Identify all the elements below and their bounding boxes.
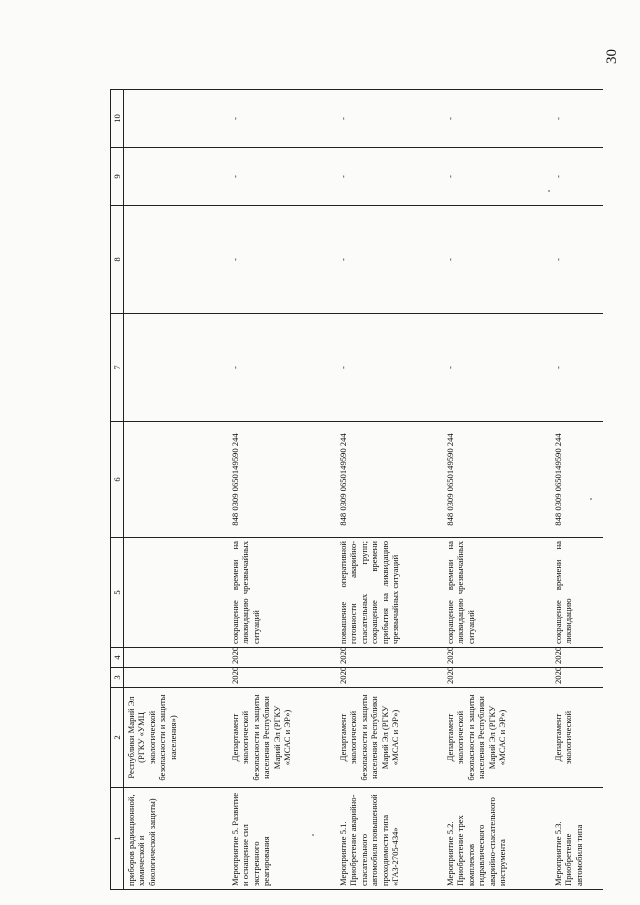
end-year-cell: [124, 648, 229, 668]
end-year-cell: 2020: [551, 648, 603, 668]
executor-cell: Департамент экологической безопасности и защиты населения Республики Марий Эл (РГКУ «МСАС и ЭР»): [443, 688, 551, 788]
result-cell: повышение оперативной готовности аварийно-спасательных групп; сокращение времени прибытия на ликвидацию чрезвычайных ситуаций: [336, 538, 443, 648]
activity-name-cell: Мероприятие 5.1. Приобретение аварийно-спасательного автомобиля повышенной проходимости типа «ГАЗ-2705-434»: [336, 788, 443, 890]
activity-name-cell: Мероприятие 5. Развитие и оснащение сил экстренного реагирования: [228, 788, 336, 890]
value-cell-8: [124, 206, 229, 314]
page-number: 30: [604, 49, 620, 64]
col-header-6: 6: [111, 422, 124, 538]
value-cell-10: [124, 90, 229, 148]
budget-code-cell: [124, 422, 229, 538]
result-cell: [124, 538, 229, 648]
end-year-cell: 2020: [228, 648, 336, 668]
table-row: [336, 90, 443, 890]
value-cell-7: [124, 314, 229, 422]
activity-name-cell: приборов радиационной, химической и биологической защиты): [124, 788, 229, 890]
value-cell-9: -: [551, 148, 603, 206]
value-cell-8: -: [336, 206, 443, 314]
result-cell: сокращение времени на ликвидацию чрезвычайных ситуаций: [443, 538, 551, 648]
start-year-cell: 2020: [551, 668, 603, 688]
executor-cell: Республики Марий Эл (РГКУ «УМЦ экологической безопасности и защиты населения»): [124, 688, 229, 788]
activity-name-cell: Мероприятие 5.2. Приобретение трех комплектов гидравлического аварийно-спасательного инструмента: [443, 788, 551, 890]
col-header-3: 3: [111, 668, 124, 688]
start-year-cell: 2020: [443, 668, 551, 688]
start-year-cell: [124, 668, 229, 688]
start-year-cell: 2020: [228, 668, 336, 688]
value-cell-8: -: [551, 206, 603, 314]
value-cell-7: -: [443, 314, 551, 422]
end-year-cell: 2020: [443, 648, 551, 668]
scan-speck: [312, 834, 314, 836]
budget-code-cell: 848 0309 0650149590 244: [551, 422, 603, 538]
executor-cell: Департамент экологической безопасности и защиты населения Республики Марий Эл (РГКУ «МСАС и ЭР»): [336, 688, 443, 788]
value-cell-9: -: [336, 148, 443, 206]
col-header-8: 8: [111, 206, 124, 314]
col-header-7: 7: [111, 314, 124, 422]
header-row: [111, 90, 124, 890]
scan-speck: [548, 190, 550, 192]
col-header-9: 9: [111, 148, 124, 206]
budget-code-cell: 848 0309 0650149590 244: [443, 422, 551, 538]
table-row: [551, 90, 603, 890]
program-activities-table: [110, 89, 603, 890]
value-cell-8: -: [228, 206, 336, 314]
value-cell-8: -: [443, 206, 551, 314]
value-cell-7: -: [551, 314, 603, 422]
end-year-cell: 2020: [336, 648, 443, 668]
value-cell-7: -: [336, 314, 443, 422]
col-header-4: 4: [111, 648, 124, 668]
value-cell-10: -: [551, 90, 603, 148]
col-header-5: 5: [111, 538, 124, 648]
scan-speck: [590, 498, 592, 500]
col-header-1: 1: [111, 788, 124, 890]
executor-cell: Департамент экологической: [551, 688, 603, 788]
value-cell-9: [124, 148, 229, 206]
value-cell-10: -: [228, 90, 336, 148]
table-row: [124, 90, 229, 890]
executor-cell: Департамент экологической безопасности и защиты населения Республики Марий Эл (РГКУ «МСАС и ЭР»): [228, 688, 336, 788]
activity-name-cell: Мероприятие 5.3. Приобретение автомобиля типа: [551, 788, 603, 890]
rotated-table-container: [110, 90, 616, 890]
table-row: [443, 90, 551, 890]
value-cell-7: -: [228, 314, 336, 422]
result-cell: сокращение времени на ликвидацию чрезвычайных ситуаций: [228, 538, 336, 648]
value-cell-9: -: [228, 148, 336, 206]
budget-code-cell: 848 0309 0650149590 244: [228, 422, 336, 538]
value-cell-10: -: [336, 90, 443, 148]
start-year-cell: 2020: [336, 668, 443, 688]
value-cell-10: -: [443, 90, 551, 148]
budget-code-cell: 848 0309 0650149590 244: [336, 422, 443, 538]
col-header-2: 2: [111, 688, 124, 788]
value-cell-9: -: [443, 148, 551, 206]
col-header-10: 10: [111, 90, 124, 148]
table-row: [228, 90, 336, 890]
result-cell: сокращение времени на ликвидацию: [551, 538, 603, 648]
